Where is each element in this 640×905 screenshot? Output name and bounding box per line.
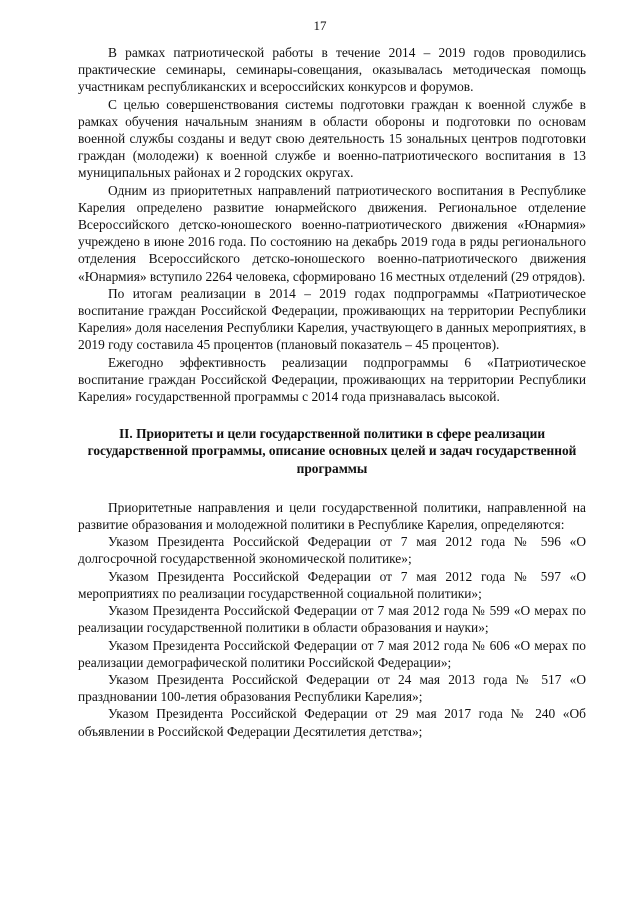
paragraph-yunarmiya: Одним из приоритетных направлений патриотического воспитания в Республике Карелия определено развитие юнармейского движения. Региональное отделение Всероссийского детско-юношеского военно-патриотического движения «Юнармия» учреждено в июне 2016 года. По состоянию на декабрь 2019 года в ряды регионального отделения Всероссийского детско-юношеского военно-патриотического движения «Юнармия» вступило 2264 человека, сформировано 16 местных отделений (29 отрядов). — [78, 182, 586, 284]
paragraph-military-training: С целью совершенствования системы подготовки граждан к военной службе в рамках обучения начальным знаниям в области обороны и подготовки по основам военной службы созданы и ведут свою деятельность 15 зональных центров подготовки граждан (молодежи) к военной службе и военно-патриотического воспитания в 13 муниципальных районах и 2 городских округах. — [78, 96, 586, 181]
decree-item-597: Указом Президента Российской Федерации от 7 мая 2012 года № 597 «О мероприятиях по реализации государственной социальной политики»; — [78, 568, 586, 601]
paragraph-subprogram-results: По итогам реализации в 2014 – 2019 годах подпрограммы «Патриотическое воспитание граждан Российской Федерации, проживающих на территории Республики Карелия» доля населения Республики Карелия, участвующего в данных мероприятиях, в 2019 году составила 45 процентов (плановый показатель – 45 процентов). — [78, 285, 586, 353]
document-body — [78, 44, 586, 740]
paragraph-patriotic-work: В рамках патриотической работы в течение 2014 – 2019 годов проводились практические семинары, семинары-совещания, оказывалась методическая помощь участникам республиканских и всероссийских конкурсов и форумов. — [78, 45, 586, 95]
decree-item-599: Указом Президента Российской Федерации от 7 мая 2012 года № 599 «О мерах по реализации государственной политики в области образования и науки»; — [78, 603, 586, 636]
decree-item-517: Указом Президента Российской Федерации от 24 мая 2013 года № 517 «О праздновании 100-летия образования Республики Карелия»; — [78, 671, 586, 705]
paragraph-subprogram-efficiency: Ежегодно эффективность реализации подпрограммы 6 «Патриотическое воспитание граждан Российской Федерации, проживающих на территории Республики Карелия» государственной программы с 2014 года признавалась высокой. — [78, 354, 586, 405]
section-heading: II. Приоритеты и цели государственной политики в сфере реализации государственной программы, описание основных целей и задач государственной программы — [87, 426, 577, 476]
paragraph-priorities-intro: Приоритетные направления и цели государственной политики, направленной на развитие образования и молодежной политики в Республике Карелия, определяются: — [78, 499, 586, 533]
decree-item-240: Указом Президента Российской Федерации от 29 мая 2017 года № 240 «Об объявлении в Российской Федерации Десятилетия детства»; — [78, 706, 586, 739]
page-number: 17 — [313, 18, 327, 33]
decree-item-606: Указом Президента Российской Федерации от 7 мая 2012 года № 606 «О мерах по реализации демографической политики Российской Федерации»; — [78, 637, 586, 670]
decree-item-596: Указом Президента Российской Федерации от 7 мая 2012 года № 596 «О долгосрочной государственной экономической политике»; — [78, 534, 586, 567]
